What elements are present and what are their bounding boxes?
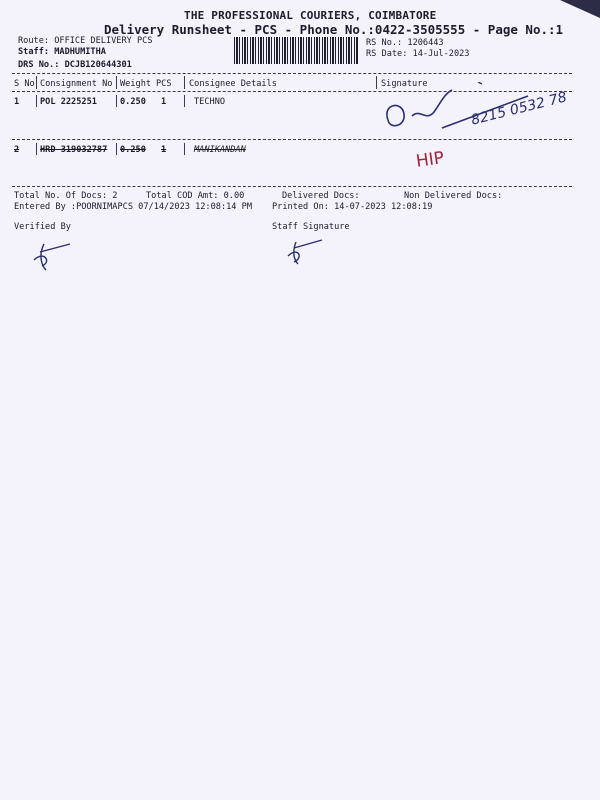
staff-signature-label: Staff Signature xyxy=(272,222,350,232)
company-name: THE PROFESSIONAL COURIERS, COIMBATORE xyxy=(184,9,437,22)
row2-sno: 2 xyxy=(14,145,20,155)
row1-pcs: 1 xyxy=(161,97,167,107)
col-header-consignment: Consignment No xyxy=(40,79,113,89)
col-header-weight: Weight xyxy=(120,79,152,89)
column-divider xyxy=(116,76,117,89)
verified-by-label: Verified By xyxy=(14,222,71,232)
row2-consignment: HRD 319032787 xyxy=(40,145,108,155)
col-header-sno: S No xyxy=(14,79,35,89)
rs-number: RS No.: 1206443 xyxy=(366,38,444,48)
column-divider xyxy=(184,95,185,107)
row1-weight: 0.250 xyxy=(120,97,146,107)
column-divider xyxy=(36,95,37,107)
col-header-signature: Signature xyxy=(381,79,428,89)
total-docs: Total No. Of Docs: 2 xyxy=(14,191,118,201)
staff-signature-mark xyxy=(286,238,330,268)
row1-sno: 1 xyxy=(14,97,20,107)
entered-by: Entered By :POORNIMAPCS 07/14/2023 12:08:14 PM xyxy=(14,202,252,212)
printed-on: Printed On: 14-07-2023 12:08:19 xyxy=(272,202,433,212)
row2-handwritten-mark: HIP xyxy=(414,148,446,172)
staff-text: Staff: MADHUMITHA xyxy=(18,47,106,57)
barcode-image xyxy=(234,37,358,64)
delivered-docs: Delivered Docs: xyxy=(282,191,360,201)
row2-pcs: 1 xyxy=(161,145,167,155)
col-header-pcs: PCS xyxy=(156,79,172,89)
page-corner-fold xyxy=(560,0,600,18)
table-bottom-rule xyxy=(12,186,572,187)
col-header-consignee: Consignee Details xyxy=(189,79,277,89)
row2-consignee: MANIKANDAN xyxy=(194,145,246,155)
route-text: Route: OFFICE DELIVERY PCS xyxy=(18,36,153,46)
row1-consignment: POL 2225251 xyxy=(40,97,97,107)
table-top-rule xyxy=(12,73,572,74)
verifier-signature xyxy=(30,240,74,274)
column-divider xyxy=(116,143,117,155)
runsheet-title: Delivery Runsheet - PCS - Phone No.:0422-3505555 - Page No.:1 xyxy=(104,22,564,37)
row1-handwritten-number: 8215 0532 78 xyxy=(469,89,569,129)
column-divider xyxy=(184,143,185,155)
drs-number: DRS No.: DCJB120644301 xyxy=(18,60,132,70)
column-divider xyxy=(376,76,377,89)
column-divider xyxy=(116,95,117,107)
column-divider xyxy=(36,76,37,89)
non-delivered-docs: Non Delivered Docs: xyxy=(404,191,503,201)
row1-consignee: TECHNO xyxy=(194,97,226,107)
column-divider xyxy=(184,76,185,89)
total-cod: Total COD Amt: 0.00 xyxy=(146,191,245,201)
rs-date: RS Date: 14-Jul-2023 xyxy=(366,49,470,59)
row2-weight: 0.250 xyxy=(120,145,146,155)
column-divider xyxy=(36,143,37,155)
